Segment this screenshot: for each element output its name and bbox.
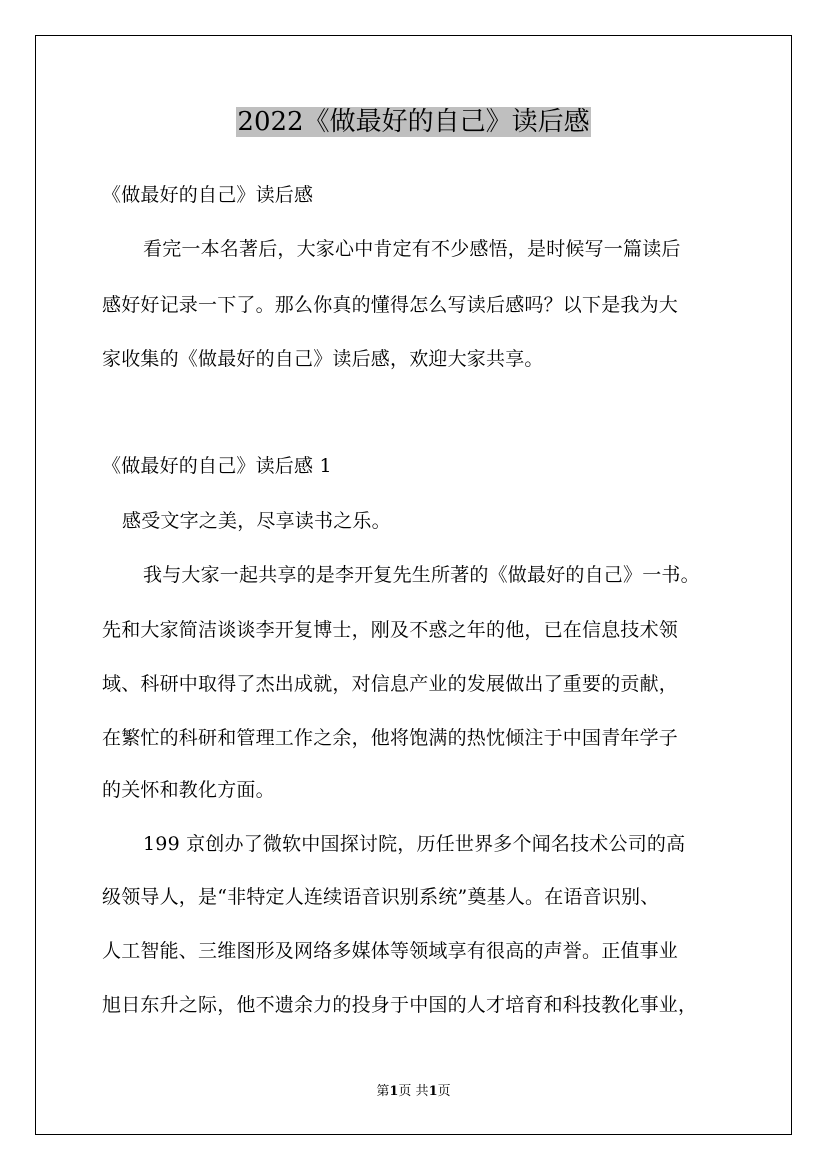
intro-line-2: 感好好记录一下了。那么你真的懂得怎么写读后感吗？以下是我为大 bbox=[102, 294, 679, 316]
footer-page-mid: 页 共 bbox=[398, 1084, 429, 1099]
body-line-5: 的关怀和教化方面。 bbox=[102, 779, 275, 801]
intro-line-3: 家收集的《做最好的自己》读后感，欢迎大家共享。 bbox=[102, 348, 544, 370]
footer-page-total: 1 bbox=[428, 1084, 438, 1099]
page-footer bbox=[0, 1083, 827, 1101]
body-line-8: 人工智能、三维图形及网络多媒体等领域享有很高的声誉。正值事业 bbox=[102, 940, 679, 962]
section-heading: 《做最好的自己》读后感 1 bbox=[102, 455, 332, 477]
intro-line-1: 看完一本名著后，大家心中肯定有不少感悟，是时候写一篇读后 bbox=[143, 238, 681, 260]
body-line-2: 先和大家简洁谈谈李开复博士，刚及不惑之年的他，已在信息技术领 bbox=[102, 619, 679, 641]
subtitle: 《做最好的自己》读后感 bbox=[102, 184, 314, 206]
document-title bbox=[0, 102, 827, 142]
body-line-9: 旭日东升之际，他不遗余力的投身于中国的人才培育和科技教化事业， bbox=[102, 994, 698, 1016]
footer-page-number: 1 bbox=[389, 1084, 399, 1099]
body-line-3: 域、科研中取得了杰出成就，对信息产业的发展做出了重要的贡献， bbox=[102, 673, 679, 695]
footer-page-prefix: 第 bbox=[376, 1084, 390, 1099]
body-line-7: 级领导人，是“非特定人连续语音识别系统”奠基人。在语音识别、 bbox=[102, 886, 660, 908]
body-line-4: 在繁忙的科研和管理工作之余，他将饱满的热忱倾注于中国青年学子 bbox=[102, 727, 679, 749]
body-line-6: 199 京创办了微软中国探讨院，历任世界多个闻名技术公司的高 bbox=[143, 833, 686, 855]
footer-page-suffix: 页 bbox=[437, 1084, 451, 1099]
document-title-text: 2022《做最好的自己》读后感 bbox=[237, 107, 590, 137]
section-lead: 感受文字之美，尽享读书之乐。 bbox=[122, 510, 391, 532]
body-line-1: 我与大家一起共享的是李开复先生所著的《做最好的自己》一书。 bbox=[143, 564, 700, 586]
